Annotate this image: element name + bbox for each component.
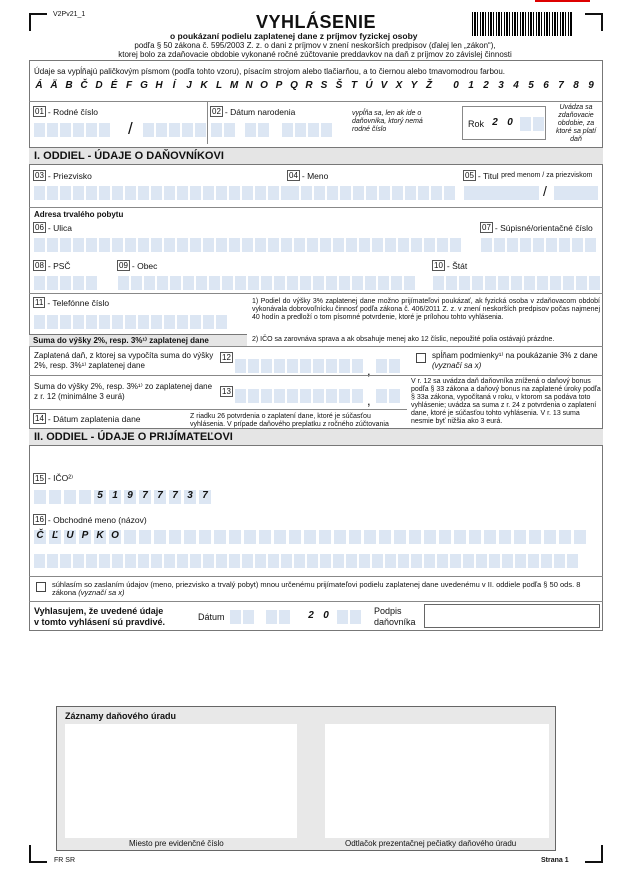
- obchodne-meno-char: [214, 530, 226, 544]
- field-12-comma: ,: [367, 363, 371, 378]
- titul-za-input[interactable]: [554, 186, 598, 200]
- datum-narodenia-month[interactable]: [245, 123, 269, 137]
- sample-char: Í: [172, 80, 176, 91]
- sample-digit: 8: [573, 80, 579, 91]
- ico-digit: 7: [154, 490, 166, 504]
- supisne-cislo-input[interactable]: [481, 238, 596, 252]
- office-right-caption: Odtlačok prezentačnej pečiatky daňového úradu: [345, 839, 517, 848]
- obchodne-meno-char: [139, 530, 151, 544]
- podmienky-checkbox[interactable]: [416, 353, 426, 363]
- form-legal-line1: podľa § 50 zákona č. 595/2003 Z. z. o dani z príjmov v znení neskorších predpisov (ďalej len „zákon“),: [134, 41, 496, 50]
- meno-input[interactable]: [288, 186, 455, 200]
- rok-empty[interactable]: [520, 117, 544, 131]
- consent-checkbox[interactable]: [36, 582, 46, 592]
- obchodne-meno-char: [364, 530, 376, 544]
- sample-digits: [450, 80, 597, 91]
- sample-char: H: [155, 80, 163, 91]
- sample-char: P: [275, 80, 283, 91]
- sample-char: Š: [335, 80, 343, 91]
- telefon-input[interactable]: [34, 315, 227, 329]
- footer-left: FR SR: [54, 857, 75, 864]
- rok-input[interactable]: 2 0: [492, 117, 513, 128]
- obchodne-meno-char: [289, 530, 301, 544]
- rodne-cislo-input-a[interactable]: [34, 123, 110, 137]
- sample-letters: [33, 80, 435, 91]
- office-right-area: [325, 724, 549, 838]
- declare-date-day[interactable]: [230, 610, 254, 624]
- titul-slash: /: [543, 183, 547, 199]
- obchodne-meno-char: [229, 530, 241, 544]
- obchodne-meno-char: [169, 530, 181, 544]
- obchodne-meno-char: [319, 530, 331, 544]
- obchodne-meno-row2[interactable]: [34, 554, 578, 568]
- ico-digit: 7: [199, 490, 211, 504]
- ico-digit: [79, 490, 91, 504]
- obchodne-meno-char: [379, 530, 391, 544]
- sample-char: L: [215, 80, 223, 91]
- ico-digit: [34, 490, 46, 504]
- obchodne-meno-char: [424, 530, 436, 544]
- sample-digit: 5: [528, 80, 534, 91]
- field-11-label: 11 - Telefónne číslo: [35, 297, 110, 308]
- declare-date-month[interactable]: [266, 610, 290, 624]
- declare-date-year-rest[interactable]: [337, 610, 361, 624]
- datum-narodenia-input[interactable]: [211, 123, 235, 137]
- obchodne-meno-char: [454, 530, 466, 544]
- declare-date-year[interactable]: 2 0: [308, 610, 329, 621]
- sample-char: F: [125, 80, 133, 91]
- sample-digit: 4: [513, 80, 519, 91]
- sample-char: Q: [290, 80, 298, 91]
- corner-bottom-left: [29, 845, 47, 863]
- psc-input[interactable]: [34, 276, 97, 290]
- sample-char: V: [380, 80, 388, 91]
- obchodne-meno-char: [409, 530, 421, 544]
- sample-digit: 6: [543, 80, 549, 91]
- obchodne-meno-char: Ľ: [49, 530, 61, 544]
- obchodne-meno-char: [574, 530, 586, 544]
- obchodne-meno-char: [124, 530, 136, 544]
- note-r12: V r. 12 sa uvádza daň daňovníka znížená o daňový bonus podľa § 33 zákona a daňový bonus na zaplatené úroky podľa § 33a zákona, vypočítaná v roku, v ktorom sa podáva toto vyhlásenie; uvádza sa suma z r. 24 z potvrdenia o zaplatení dane, ktoré je súčasťou tohto vyhlásenia. V r. 13 suma nesmie byť nižšia ako 3 eurá.: [411, 378, 601, 425]
- obchodne-meno-char: [559, 530, 571, 544]
- consent-text: súhlasím so zaslaním údajov (meno, priezvisko a trvalý pobyt) mnou určenému prijímateľovi podielu zaplatenej dane uvedenému v II. oddiele podľa § 50 ods. 8 zákona (vyznačí sa x): [52, 580, 581, 597]
- obchodne-meno-char: [304, 530, 316, 544]
- ulica-input[interactable]: [34, 238, 461, 252]
- sample-char: N: [245, 80, 253, 91]
- obchodne-meno-char: [484, 530, 496, 544]
- sample-char: X: [395, 80, 403, 91]
- office-records-box: [56, 706, 556, 851]
- field-02-note: vypĺňa sa, len ak ide o daňovníka, ktorý nemá rodné číslo: [352, 110, 423, 133]
- signature-field[interactable]: [424, 604, 600, 628]
- obchodne-meno-char: [259, 530, 271, 544]
- address-header: Adresa trvalého pobytu: [34, 210, 124, 219]
- ico-digit: 9: [124, 490, 136, 504]
- sample-char: K: [200, 80, 208, 91]
- zaplatena-dan-input[interactable]: [235, 359, 363, 373]
- sample-char: G: [140, 80, 148, 91]
- rodne-cislo-slash: /: [128, 119, 133, 138]
- form-subtitle: o poukázaní podielu zaplatenej dane z príjmov fyzickej osoby: [170, 31, 418, 41]
- obchodne-meno-char: [199, 530, 211, 544]
- field-13-num: 13: [222, 387, 231, 396]
- sample-char: R: [305, 80, 313, 91]
- sample-char: O: [260, 80, 268, 91]
- barcode: [472, 12, 572, 36]
- declare-line2: v tomto vyhlásení sú pravdivé.: [34, 617, 166, 627]
- field-14-label: 14 - Dátum zaplatenia dane: [35, 413, 141, 424]
- podmienky-label: spĺňam podmienky¹⁾ na poukázanie 3% z dane (vyznačí sa x): [432, 351, 598, 370]
- suma-cents[interactable]: [376, 389, 400, 403]
- ico-digit: [49, 490, 61, 504]
- titul-pred-input[interactable]: [464, 186, 539, 200]
- obchodne-meno-char: K: [94, 530, 106, 544]
- obchodne-meno-char: U: [64, 530, 76, 544]
- field-07-label: 07 - Súpisné/orientačné číslo: [482, 222, 593, 233]
- sample-digit: 2: [483, 80, 489, 91]
- field-03-label: 03 - Priezvisko: [35, 170, 92, 181]
- sample-char: Č: [80, 80, 88, 91]
- obchodne-meno-char: [274, 530, 286, 544]
- rok-label: Rok: [468, 119, 485, 129]
- sign-label-2: daňovníka: [374, 617, 416, 627]
- ico-digit: 5: [94, 490, 106, 504]
- obchodne-meno-input[interactable]: [34, 530, 586, 544]
- top-red-mark: [535, 0, 590, 2]
- declare-date-label: Dátum: [198, 612, 225, 622]
- stat-input[interactable]: [433, 276, 600, 290]
- obchodne-meno-char: [499, 530, 511, 544]
- field-04-label: 04 - Meno: [289, 170, 329, 181]
- field-01-label: 01 - Rodné číslo: [35, 106, 98, 117]
- sample-digit: 3: [498, 80, 504, 91]
- sample-digit: 0: [453, 80, 459, 91]
- footer-right: Strana 1: [541, 857, 569, 864]
- field-14-note: Z riadku 26 potvrdenia o zaplatení dane, ktoré je súčasťou vyhlásenia. V prípade daňového preplatku z ročného zúčtovania: [190, 413, 389, 428]
- field-09-label: 09 - Obec: [119, 260, 158, 271]
- field-16-label: 16 - Obchodné meno (názov): [35, 514, 147, 525]
- obchodne-meno-char: [394, 530, 406, 544]
- sample-char: Ž: [425, 80, 433, 91]
- sample-char: D: [95, 80, 103, 91]
- corner-bottom-right: [585, 845, 603, 863]
- obchodne-meno-char: [529, 530, 541, 544]
- obec-input[interactable]: [118, 276, 415, 290]
- sample-char: B: [65, 80, 73, 91]
- ico-digit: 7: [169, 490, 181, 504]
- office-title: Záznamy daňového úradu: [65, 711, 177, 721]
- field-06-label: 06 - Ulica: [35, 222, 72, 233]
- office-left-caption: Miesto pre evidenčné číslo: [129, 839, 224, 848]
- obchodne-meno-char: Č: [34, 530, 46, 544]
- obchodne-meno-char: P: [79, 530, 91, 544]
- field-05-label: 05 - Titul pred menom / za priezviskom: [465, 170, 593, 181]
- ico-input[interactable]: [34, 490, 211, 504]
- field-13-comma: ,: [367, 393, 371, 408]
- rok-note: Uvádza sa zdaňovacie obdobie, za ktoré sa platí daň: [555, 104, 597, 143]
- form-code: V2Pv21_1: [53, 11, 86, 18]
- obchodne-meno-char: [334, 530, 346, 544]
- rodne-cislo-input-b[interactable]: [143, 123, 206, 137]
- sample-digit: 1: [468, 80, 474, 91]
- obchodne-meno-char: [469, 530, 481, 544]
- obchodne-meno-char: O: [109, 530, 121, 544]
- sample-char: É: [110, 80, 118, 91]
- ico-digit: 3: [184, 490, 196, 504]
- suma-input[interactable]: [235, 389, 363, 403]
- declare-line1: Vyhlasujem, že uvedené údaje: [34, 606, 164, 616]
- section-1-header: I. ODDIEL - ÚDAJE O DAŇOVNÍKOVI: [29, 147, 603, 165]
- section-2-header: II. ODDIEL - ÚDAJE O PRIJÍMATEĽOVI: [29, 428, 603, 446]
- suma-header: Suma do výšky 2%, resp. 3%¹⁾ zaplatenej dane: [29, 334, 247, 346]
- instructions: Údaje sa vypĺňajú paličkovým písmom (podľa tohto vzoru), písacím strojom alebo tlačiarňou, a to čiernou alebo tmavomodrou farbou.: [34, 67, 506, 76]
- sample-char: T: [350, 80, 358, 91]
- sign-label-1: Podpis: [374, 606, 402, 616]
- form-legal-line2: ktorej bolo za zdaňovacie obdobie vykonané ročné zúčtovanie preddavkov na daň z príjmov zo závislej činnosti: [118, 50, 512, 59]
- field-12-num: 12: [222, 353, 231, 362]
- obchodne-meno-char: [244, 530, 256, 544]
- field-15-label: 15 - IČO²⁾: [35, 473, 74, 483]
- sample-char: Y: [410, 80, 418, 91]
- field-10-label: 10 - Štát: [434, 260, 468, 271]
- sample-char: S: [320, 80, 328, 91]
- obchodne-meno-char: [544, 530, 556, 544]
- sample-digit: 7: [558, 80, 564, 91]
- sample-char: Ä: [50, 80, 58, 91]
- zaplatena-dan-cents[interactable]: [376, 359, 400, 373]
- field-12-label: Zaplatená daň, z ktorej sa vypočíta suma do výšky 2%, resp. 3%¹⁾ zaplatenej dane: [34, 351, 214, 370]
- form-title: VYHLÁSENIE: [256, 12, 377, 32]
- sample-digit: 9: [588, 80, 594, 91]
- obchodne-meno-char: [154, 530, 166, 544]
- obchodne-meno-char: [439, 530, 451, 544]
- sample-char: M: [229, 80, 239, 91]
- field-08-label: 08 - PSČ: [35, 260, 71, 271]
- sample-char: Ú: [365, 80, 373, 91]
- priezvisko-input[interactable]: [34, 186, 292, 200]
- datum-narodenia-year[interactable]: [282, 123, 332, 137]
- corner-top-right: [585, 13, 603, 31]
- field-02-label: 02 - Dátum narodenia: [212, 106, 296, 117]
- ico-digit: 1: [109, 490, 121, 504]
- ico-digit: [64, 490, 76, 504]
- field-13-label: Suma do výšky 2%, resp. 3%¹⁾ zo zaplatenej dane z r. 12 (minimálne 3 eurá): [34, 382, 213, 401]
- obchodne-meno-char: [514, 530, 526, 544]
- office-left-area: [65, 724, 297, 838]
- sample-char: Á: [35, 80, 43, 91]
- sample-char: J: [186, 80, 192, 91]
- obchodne-meno-char: [349, 530, 361, 544]
- ico-digit: 7: [139, 490, 151, 504]
- corner-top-left: [29, 13, 47, 31]
- footnote-2: 2) IČO sa zarovnáva sprava a ak obsahuje menej ako 12 číslic, nepoužité polia ostávajú prázdne.: [252, 336, 555, 343]
- obchodne-meno-char: [184, 530, 196, 544]
- footnote-1: 1) Podiel do výšky 3% zaplatenej dane možno prijímateľovi poukázať, ak fyzická osoba v zdaňovacom období vykonávala dobrovoľnícku činnosť podľa zákona č. 406/2011 Z. z. v znení neskorších predpisov počas najmenej 40 hodín a predloží o tom písomné potvrdenie, ktoré je prílohou tohto vyhlásenia.: [252, 298, 600, 321]
